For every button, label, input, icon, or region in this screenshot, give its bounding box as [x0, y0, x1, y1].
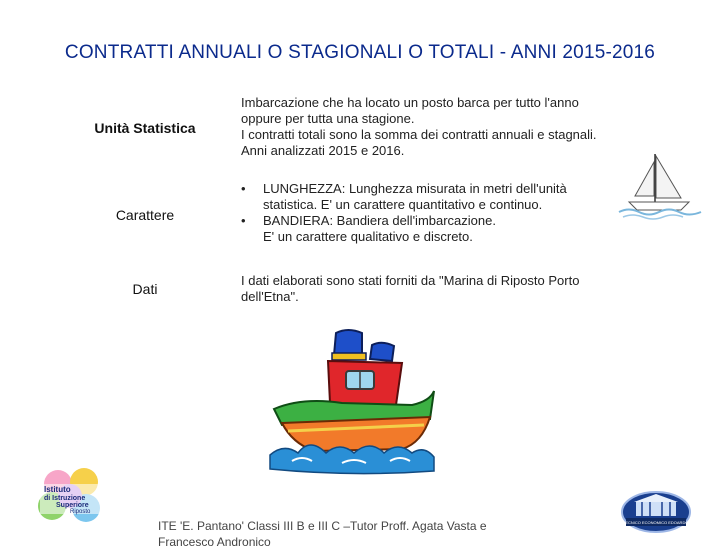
bullet-line: LUNGHEZZA: Lunghezza misurata in metri dell'unità [263, 181, 567, 196]
logo-left-line: Superiore [56, 502, 89, 509]
unita-line: I contratti totali sono la somma dei contratti annuali e stagnali. [241, 127, 597, 142]
bullet-line: E' un carattere qualitativo e discreto. [263, 229, 473, 244]
unita-line: Imbarcazione che ha locato un posto barca per tutto l'anno [241, 95, 579, 110]
unita-line: oppure per tutta una stagione. [241, 111, 415, 126]
dati-text [241, 273, 621, 305]
footer-line: ITE 'E. Pantano' Classi III B e III C –Tutor Proff. Agata Vasta e [158, 519, 487, 533]
bullet-item [241, 213, 601, 245]
bullet-line: BANDIERA: Bandiera dell'imbarcazione. [263, 213, 496, 228]
bullet-mark: • [241, 181, 246, 196]
dati-line: I dati elaborati sono stati forniti da "Marina di Riposto Porto [241, 273, 580, 288]
logo-left-line: Riposto [70, 509, 91, 515]
school-logo-flower [36, 466, 108, 528]
label-carattere: Carattere [115, 207, 175, 223]
unita-line: Anni analizzati 2015 e 2016. [241, 143, 405, 158]
dati-line: dell'Etna". [241, 289, 299, 304]
label-dati: Dati [132, 281, 158, 297]
footer-line: Francesco Andronico [158, 535, 271, 549]
bullet-mark: • [241, 213, 246, 228]
logo-right-text: ISTITUTO TECNICO ECONOMICO EDOARDO PANTANO [603, 520, 709, 525]
unita-statistica-text [241, 95, 641, 159]
sailboat-illustration [615, 152, 705, 220]
label-unita-statistica: Unità Statistica [94, 120, 196, 136]
logo-left-line: Istituto [44, 485, 71, 494]
bullet-line: statistica. E' un carattere quantitativo e continuo. [263, 197, 543, 212]
carattere-bullets [241, 181, 601, 245]
tugboat-illustration [262, 325, 437, 477]
school-logo-building [603, 488, 709, 534]
footer-credits [158, 518, 538, 550]
bullet-item [241, 181, 601, 213]
page-title: CONTRATTI ANNUALI O STAGIONALI O TOTALI - ANNI 2015-2016 [64, 42, 656, 63]
logo-left-line: di Istruzione [44, 495, 86, 502]
